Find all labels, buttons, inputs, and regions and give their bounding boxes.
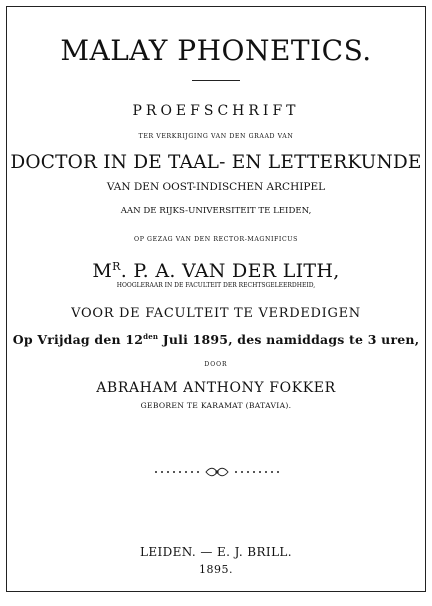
book-title: MALAY PHONETICS. bbox=[60, 34, 372, 67]
universiteit-text: AAN DE RIJKS-UNIVERSITEIT TE LEIDEN, bbox=[120, 206, 312, 216]
author-name: ABRAHAM ANTHONY FOKKER bbox=[96, 380, 336, 396]
rector-name-text: . P. A. VAN DER LITH, bbox=[120, 260, 340, 282]
date-after: Juli 1895, des namiddags te 3 uren, bbox=[158, 332, 420, 347]
ter-verkrijging-text: TER VERKRIJGING VAN DEN GRAAD VAN bbox=[138, 133, 294, 140]
title-divider bbox=[192, 80, 240, 81]
title-page bbox=[6, 6, 426, 592]
voor-faculteit-text: VOOR DE FACULTEIT TE VERDEDIGEN bbox=[71, 306, 361, 321]
publication-year: 1895. bbox=[199, 563, 233, 576]
doctor-degree-text: DOCTOR IN DE TAAL- EN LETTERKUNDE bbox=[10, 152, 422, 173]
date-before: Op Vrijdag den 12 bbox=[12, 332, 144, 347]
hoogleraar-text: HOOGLERAAR IN DE FACULTEIT DER RECHTSGELEERDHEID, bbox=[116, 282, 316, 289]
publisher-text: LEIDEN. — E. J. BRILL. bbox=[139, 545, 293, 559]
rector-prefix-sup: R bbox=[112, 260, 121, 273]
proefschrift-heading: PROEFSCHRIFT bbox=[132, 103, 300, 119]
ornament-divider bbox=[152, 465, 282, 479]
rector-name bbox=[7, 261, 425, 281]
defense-date bbox=[7, 333, 425, 347]
rector-prefix: M bbox=[92, 260, 113, 282]
op-gezag-text: OP GEZAG VAN DEN RECTOR-MAGNIFICUS bbox=[134, 236, 298, 243]
archipel-text: VAN DEN OOST-INDISCHEN ARCHIPEL bbox=[106, 181, 326, 193]
geboren-text: GEBOREN TE KARAMAT (BATAVIA). bbox=[140, 401, 292, 410]
date-sup: den bbox=[143, 332, 159, 341]
door-text: DOOR bbox=[204, 361, 228, 368]
